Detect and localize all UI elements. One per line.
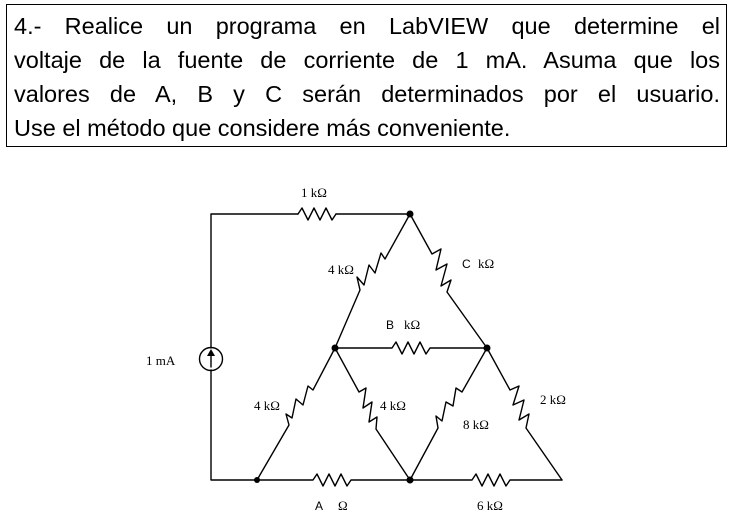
wire-left-top: [211, 214, 298, 348]
node-mid-left: [332, 345, 339, 352]
label-top-1k: 1 kΩ: [301, 185, 327, 200]
current-arrowhead-icon: [207, 349, 215, 356]
resistor-upper-right-c: [410, 214, 487, 348]
label-upper-left-4k: 4 kΩ: [328, 262, 354, 277]
resistor-middle-b: [335, 342, 487, 354]
label-bottom-left-a-letter: A: [315, 499, 324, 513]
label-middle-b-letter: B: [386, 318, 395, 332]
problem-line-3: valores de A, B y C serán determinados por el usuario.: [14, 81, 720, 107]
wire-left-bottom: [211, 370, 257, 480]
label-middle-b-unit: kΩ: [404, 317, 421, 332]
label-outer-right-2k: 2 kΩ: [540, 392, 566, 407]
label-inner-left-4k: 4 kΩ: [380, 398, 406, 413]
label-upper-right-c-unit: kΩ: [478, 256, 495, 271]
node-bottom-left: [254, 477, 260, 483]
problem-line-1: 4.- Realice un programa en LabVIEW que determine el: [14, 13, 720, 39]
problem-line-2: voltaje de la fuente de corriente de 1 mA. Asuma que los: [14, 47, 720, 73]
problem-line-4: Use el método que considere más conveniente.: [14, 115, 511, 141]
label-inner-right-8k: 8 kΩ: [463, 417, 489, 432]
resistor-bottom-left-a: [257, 474, 410, 486]
resistor-inner-left-4k: [335, 348, 410, 480]
node-mid-right: [484, 345, 491, 352]
resistor-inner-right-8k: [410, 348, 487, 480]
label-bottom-left-a-unit: Ω: [338, 498, 348, 513]
resistor-outer-right-2k: [487, 348, 562, 480]
label-bottom-right-6k: 6 kΩ: [477, 498, 503, 513]
resistor-upper-left-4k: [335, 214, 410, 348]
resistor-bottom-right-6k: [410, 474, 562, 486]
node-top: [407, 211, 414, 218]
current-source-label: 1 mA: [146, 353, 176, 368]
resistor-lower-left-4k: [257, 348, 335, 480]
label-upper-right-c-letter: C: [462, 257, 471, 271]
node-bottom-middle: [407, 477, 414, 484]
label-lower-left-4k: 4 kΩ: [254, 398, 280, 413]
resistor-top-1k: [298, 208, 336, 220]
